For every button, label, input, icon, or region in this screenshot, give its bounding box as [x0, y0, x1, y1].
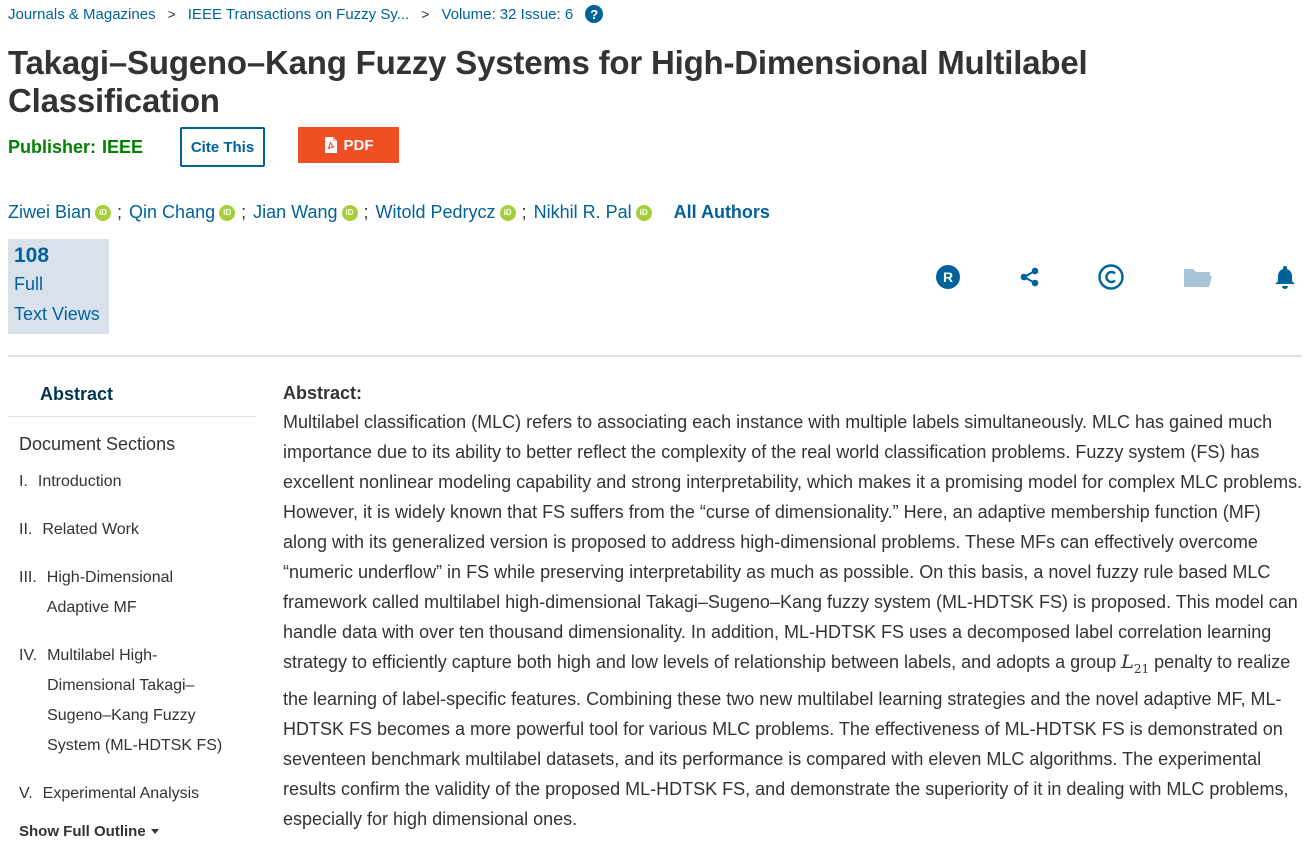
author-separator: ; [363, 202, 369, 222]
orcid-icon[interactable]: iD [219, 205, 235, 221]
metric-label: Text Views [14, 304, 100, 324]
section-number: II. [19, 521, 33, 538]
section-title [38, 467, 122, 497]
section-title-line: Related Work [42, 521, 139, 538]
section-list [8, 467, 256, 809]
orcid-icon[interactable]: iD [636, 205, 652, 221]
breadcrumb-issue-link[interactable]: Volume: 32 Issue: 6 [441, 5, 574, 23]
section-title-line: System (ML-HDTSK FS) [47, 737, 223, 754]
sidebar-item-experimental-analysis[interactable] [8, 779, 256, 809]
section-title [47, 641, 222, 761]
caret-down-icon [151, 829, 159, 834]
orcid-icon[interactable]: iD [342, 205, 358, 221]
orcid-icon[interactable]: iD [95, 205, 111, 221]
section-number: I. [19, 473, 28, 490]
author-link[interactable]: Witold Pedrycz [375, 202, 496, 222]
math-l21 [1121, 651, 1150, 676]
author-link[interactable]: Jian Wang [253, 202, 338, 222]
abstract-text-part: penalty to realize the learning of label-specific features. Combining these two new multilabel learning strategies and the novel adaptive MF, ML-HDTSK FS becomes a more powerful tool for various MLC problems. The effectiveness of ML-HDTSK FS is demonstrated on seventeen benchmark multilabel datasets, and its performance is compared with eleven MLC algorithms. The experimental results confirm the validity of the proposed ML-HDTSK FS, and demonstrate the superiority of it in dealing with MLC problems, especially for high dimensional ones. [283, 652, 1291, 829]
section-title-line: Introduction [37, 473, 122, 490]
sidebar-item-related-work[interactable] [8, 515, 256, 545]
abstract-section [283, 379, 1303, 834]
section-title [43, 779, 200, 809]
pdf-button[interactable] [298, 127, 399, 163]
math-subscript: 21 [1133, 661, 1150, 676]
section-number: IV. [19, 647, 38, 664]
section-title [42, 515, 139, 545]
math-symbol: L [1121, 651, 1134, 673]
help-icon[interactable]: ? [585, 5, 603, 23]
publisher-label: Publisher: [8, 137, 97, 157]
abstract-heading: Abstract: [283, 383, 363, 403]
document-sections-heading: Document Sections [19, 434, 176, 454]
all-authors-link[interactable]: All Authors [673, 202, 770, 222]
bell-icon[interactable] [1270, 262, 1300, 292]
sidebar-abstract-link[interactable]: Abstract [8, 372, 256, 417]
orcid-icon[interactable]: iD [500, 205, 516, 221]
author-separator: ; [521, 202, 527, 222]
full-text-views-metric[interactable] [8, 239, 109, 334]
copyright-icon[interactable] [1096, 262, 1126, 292]
breadcrumb [8, 5, 603, 23]
svg-text:R: R [942, 269, 954, 285]
abstract-text-part: Multilabel classification (MLC) refers to associating each instance with multiple labels simultaneously. MLC has gained much importance due to its ability to better reflect the complexity of the real world classification problems. Fuzzy system (FS) has excellent nonlinear modeling capability and strong interpretability, which makes it a promising model for complex MLC problems. However, it is widely known that FS suffers from the “curse of dimensionality.” Here, an adaptive membership function (MF) along with its generalized version is proposed to address high-dimensional problems. These MFs can effectively overcome “numeric underflow” in FS while preserving interpretability as much as possible. On this basis, a novel fuzzy rule based MLC framework called multilabel high-dimensional Takagi–Sugeno–Kang fuzzy system (ML-HDTSK FS) is proposed. This model can handle data with over ten thousand dimensionality. In addition, ML-HDTSK FS uses a decomposed label correlation learning strategy to efficiently capture both high and low levels of relationship between labels, and adopts a group [283, 412, 1303, 672]
author-separator: ; [241, 202, 247, 222]
show-full-outline-label: Show Full Outline [19, 823, 146, 840]
section-title-line: Dimensional Takagi– [47, 677, 195, 694]
section-number: III. [19, 569, 37, 586]
show-full-outline-button[interactable] [8, 823, 256, 840]
section-title-line: Multilabel High- [47, 647, 158, 664]
publisher-value: IEEE [102, 137, 144, 157]
document-sidebar [8, 372, 256, 840]
breadcrumb-separator: > [167, 6, 176, 22]
section-number: V. [19, 785, 33, 802]
section-divider [8, 355, 1302, 357]
folder-icon[interactable] [1183, 262, 1213, 292]
rights-icon[interactable] [933, 262, 963, 292]
author-link[interactable]: Qin Chang [129, 202, 216, 222]
metric-label: Full [14, 274, 44, 294]
cite-this-button[interactable]: Cite This [180, 127, 265, 167]
breadcrumb-separator: > [421, 6, 430, 22]
author-link[interactable]: Nikhil R. Pal [533, 202, 632, 222]
section-title-line: High-Dimensional [46, 569, 174, 586]
author-separator: ; [117, 202, 123, 222]
sidebar-item-adaptive-mf[interactable] [8, 563, 256, 623]
section-title-line: Experimental Analysis [42, 785, 200, 802]
pdf-icon [324, 137, 338, 153]
section-title-line: Adaptive MF [46, 599, 137, 616]
author-list [8, 202, 770, 223]
breadcrumb-journal-link[interactable]: IEEE Transactions on Fuzzy Sy... [187, 5, 410, 23]
sidebar-item-introduction[interactable] [8, 467, 256, 497]
author-link[interactable]: Ziwei Bian [8, 202, 92, 222]
sidebar-item-ml-hdtsk-fs[interactable] [8, 641, 256, 761]
breadcrumb-journals-link[interactable]: Journals & Magazines [8, 5, 156, 23]
metric-count: 108 [14, 244, 50, 267]
section-title [47, 563, 173, 623]
share-icon[interactable] [1015, 262, 1045, 292]
page-title: Takagi–Sugeno–Kang Fuzzy Systems for High-Dimensional Multilabel Classification [8, 44, 1088, 119]
publisher [8, 137, 143, 158]
pdf-button-label: PDF [343, 136, 374, 154]
section-title-line: Sugeno–Kang Fuzzy [47, 707, 196, 724]
abstract-text [283, 407, 1303, 834]
